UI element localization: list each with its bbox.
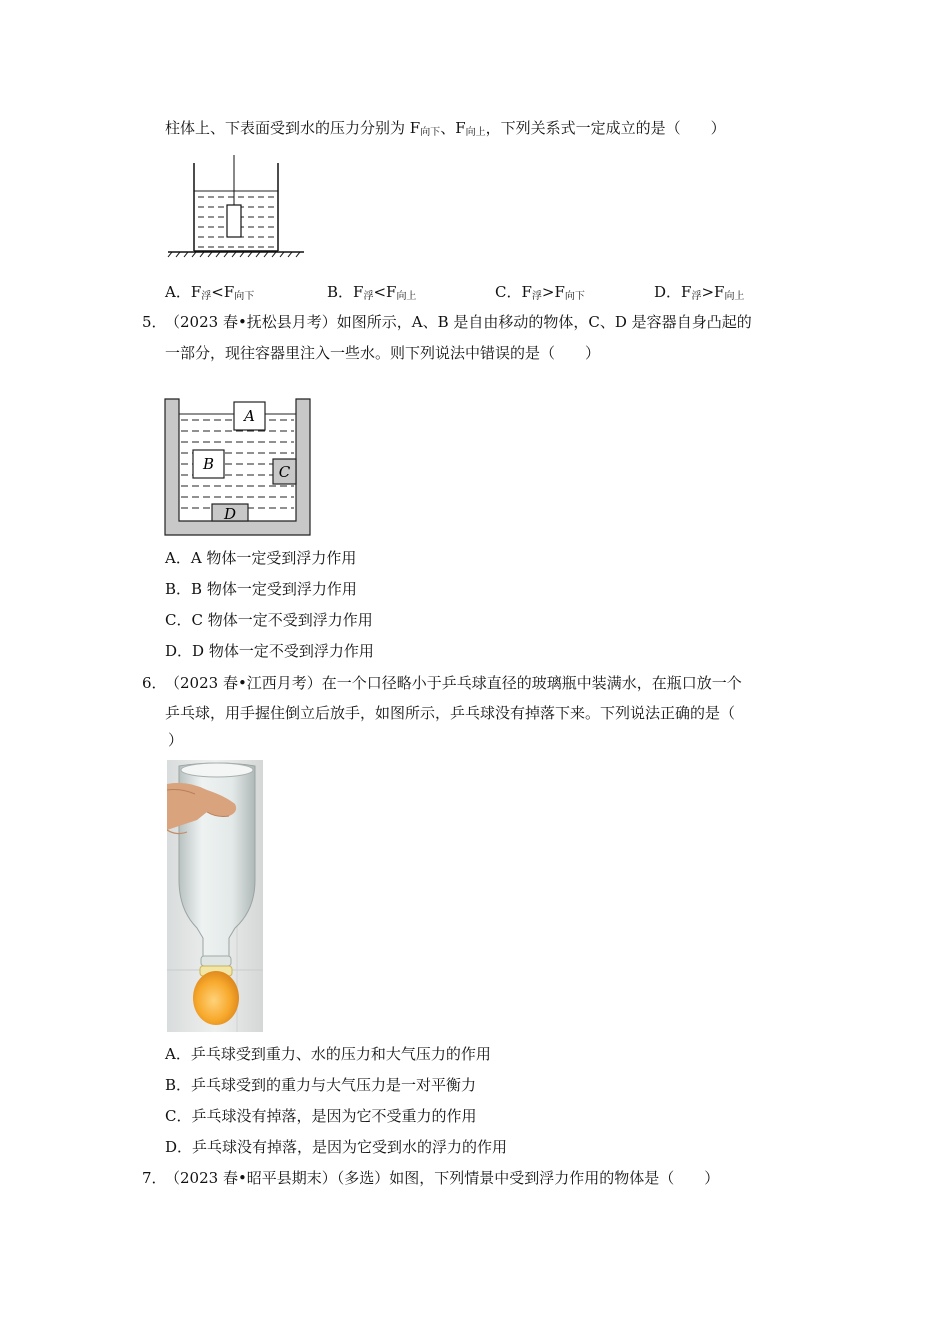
- q6-option-d[interactable]: D．乒乓球没有掉落，是因为它受到水的浮力的作用: [165, 1138, 508, 1156]
- q4-option-d[interactable]: D．$F_浮>F_{向上}$: [654, 283, 745, 302]
- q5-number: 5．: [142, 313, 167, 331]
- q7-stem-line1: （2023 春•昭平县期末）（多选）如图，下列情景中受到浮力作用的物体是（ ）: [165, 1169, 720, 1187]
- q5-stem-line1: （2023 春•抚松县月考）如图所示，A、B 是自由移动的物体，C、D 是容器自身凸起的: [165, 313, 752, 331]
- q5-option-a[interactable]: A．A 物体一定受到浮力作用: [165, 549, 357, 567]
- q6-option-b[interactable]: B．乒乓球受到的重力与大气压力是一对平衡力: [165, 1076, 477, 1094]
- q5-option-c[interactable]: C．C 物体一定不受到浮力作用: [165, 611, 373, 629]
- q6-stem-line3: ）: [168, 731, 184, 749]
- q6-stem-line2: 乒乓球，用手握住倒立后放手，如图所示，乒乓球没有掉落下来。下列说法正确的是（: [165, 704, 736, 722]
- q4-option-a[interactable]: A．$F_浮<F_{向下}$: [165, 283, 255, 302]
- q5-figure-container-diagram: [164, 398, 314, 538]
- q4-stem: 柱体上、下表面受到水的压力分别为 $F_{向下}$、$F_{向上}$，下列关系式一定成立的是（ ）: [165, 119, 726, 138]
- q5-option-b[interactable]: B．B 物体一定受到浮力作用: [165, 580, 357, 598]
- q4-option-c[interactable]: C．$F_浮>F_{向下}$: [495, 283, 585, 302]
- q5-option-d[interactable]: D．D 物体一定不受到浮力作用: [165, 642, 374, 660]
- q7-number: 7．: [142, 1169, 167, 1187]
- q4-options: [165, 281, 805, 303]
- q6-stem-line1: （2023 春•江西月考）在一个口径略小于乒乓球直径的玻璃瓶中装满水，在瓶口放一个: [165, 674, 742, 692]
- q5-stem-line2: 一部分，现往容器里注入一些水。则下列说法中错误的是（ ）: [165, 344, 601, 362]
- block-b-label: B: [202, 455, 215, 473]
- bulge-d-label: D: [223, 505, 237, 523]
- q6-option-c[interactable]: C．乒乓球没有掉落，是因为它不受重力的作用: [165, 1107, 477, 1125]
- block-a-label: A: [244, 407, 255, 425]
- q4-figure-container-diagram: [166, 155, 306, 259]
- q6-photo-inverted-bottle: [167, 760, 263, 1032]
- q6-option-a[interactable]: A．乒乓球受到重力、水的压力和大气压力的作用: [165, 1045, 491, 1063]
- bulge-c-label: C: [278, 463, 291, 481]
- q6-number: 6．: [142, 674, 167, 692]
- q4-option-b[interactable]: B．$F_浮<F_{向上}$: [327, 283, 417, 302]
